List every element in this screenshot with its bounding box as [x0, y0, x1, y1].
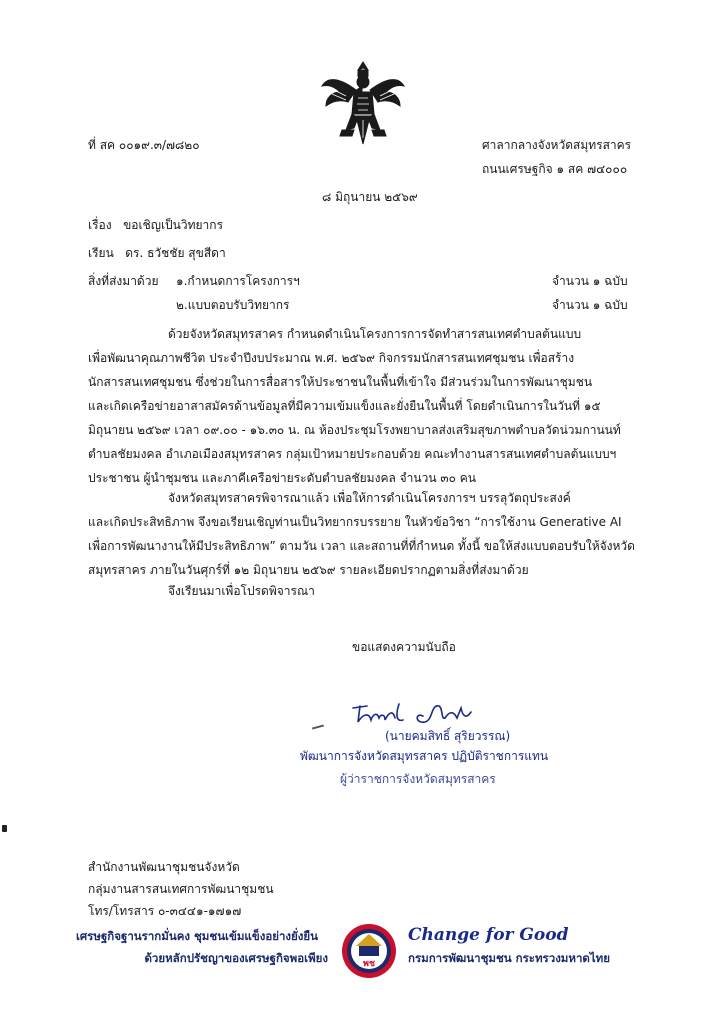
office-address: ถนนเศรษฐกิจ ๑ สค ๗๔๐๐๐: [482, 162, 628, 176]
footer-department: กรมการพัฒนาชุมชน กระทรวงมหาดไทย: [408, 951, 610, 965]
body-line: นักสารสนเทศชุมชน ซึ่งช่วยในการสื่อสารให้ประชาชนในพื้นที่เข้าใจ มีส่วนร่วมในการพัฒนาชุมชน: [88, 375, 593, 389]
recipient-label: เรียน: [88, 246, 114, 260]
recipient-line: [88, 244, 226, 263]
recipient-text: ดร. ธวัชชัย สุขสีดา: [125, 246, 226, 260]
footer-slogan-2: ด้วยหลักปรัชญาของเศรษฐกิจพอเพียง: [144, 951, 328, 965]
body-paragraph-2: [88, 486, 640, 582]
body-line: เพื่อการพัฒนางานให้มีประสิทธิภาพ” ตามวัน เวลา และสถานที่ที่กำหนด ทั้งนี้ ขอให้ส่งแบบตอบรับให้จังหวัด: [88, 539, 635, 553]
body-paragraph-3: จึงเรียนมาเพื่อโปรดพิจารณา: [168, 584, 315, 598]
contact-group: กลุ่มงานสารสนเทศการพัฒนาชุมชน: [88, 882, 274, 896]
body-line: ด้วยจังหวัดสมุทรสาคร กำหนดดำเนินโครงการการจัดทำสารสนเทศตำบลต้นแบบ: [168, 327, 582, 341]
garuda-emblem-icon: [318, 58, 408, 148]
body-line: ตำบลชัยมงคล อำเภอเมืองสมุทรสาคร กลุ่มเป้าหมายประกอบด้วย คณะทำงานสารสนเทศตำบลต้นแบบฯ: [88, 447, 617, 461]
body-paragraph-1: [88, 322, 640, 490]
body-line: ประชาชน ผู้นำชุมชน และภาคีเครือข่ายระดับตำบลชัยมงคล จำนวน ๓๐ คน: [88, 471, 476, 485]
cdd-emblem-icon: [340, 922, 398, 980]
closing-salutation: ขอแสดงความนับถือ: [352, 640, 456, 654]
body-line: มิถุนายน ๒๕๖๙ เวลา ๐๙.๐๐ - ๑๖.๓๐ น. ณ ห้องประชุมโรงพยาบาลส่งเสริมสุขภาพตำบลวัดน่วมกานนท์: [88, 423, 621, 437]
body-line: จังหวัดสมุทรสาครพิจารณาแล้ว เพื่อให้การดำเนินโครงการฯ บรรลุวัตถุประสงค์: [168, 491, 571, 505]
body-line: สมุทรสาคร ภายในวันศุกร์ที่ ๑๒ มิถุนายน ๒๕๖๙ รายละเอียดปรากฏตามสิ่งที่ส่งมาด้วย: [88, 563, 529, 577]
subject-text: ขอเชิญเป็นวิทยากร: [123, 218, 224, 232]
attachment-qty-2: จำนวน ๑ ฉบับ: [552, 298, 628, 312]
scan-mark: [2, 825, 7, 832]
footer-slogan-1: เศรษฐกิจฐานรากมั่นคง ชุมชนเข้มแข็งอย่างยั่งยืน: [75, 929, 318, 943]
contact-phone: โทร/โทรสาร ๐-๓๔๔๑-๑๗๑๗: [88, 904, 242, 918]
signatory-position: พัฒนาการจังหวัดสมุทรสาคร ปฏิบัติราชการแทน: [300, 749, 549, 763]
attachment-qty-1: จำนวน ๑ ฉบับ: [552, 274, 628, 288]
subject-line: [88, 216, 223, 235]
contact-office: สำนักงานพัฒนาชุมชนจังหวัด: [88, 860, 240, 874]
reference-number: ที่ สค ๐๐๑๙.๓/๗๘๒๐: [88, 138, 200, 152]
body-line: เพื่อพัฒนาคุณภาพชีวิต ประจำปีงบประมาณ พ.ศ. ๒๕๖๙ กิจกรรมนักสารสนเทศชุมชน เพื่อสร้าง: [88, 351, 575, 365]
attachment-item-2: ๒.แบบตอบรับวิทยากร: [176, 298, 290, 312]
emblem-text: พช: [362, 959, 376, 969]
signatory-name: (นายคมสิทธิ์ สุริยวรรณ): [385, 729, 511, 743]
body-line: และเกิดเครือข่ายอาสาสมัครด้านข้อมูลที่มีความเข้มแข็งและยั่งยืนในพื้นที่ โดยดำเนินการในวันที่ ๑๕: [88, 399, 601, 413]
attachment-item-1: ๑.กำหนดการโครงการฯ: [176, 274, 300, 288]
pen-mark: [312, 724, 324, 729]
body-line: และเกิดประสิทธิภาพ จึงขอเรียนเชิญท่านเป็นวิทยากรบรรยาย ในหัวข้อวิชา “การใช้งาน Generative AI: [88, 515, 622, 529]
letter-date: ๘ มิถุนายน ๒๕๖๙: [322, 190, 418, 204]
signatory-position-2: ผู้ว่าราชการจังหวัดสมุทรสาคร: [340, 772, 496, 786]
brand-slogan: Change for Good: [408, 925, 569, 945]
subject-label: เรื่อง: [88, 218, 112, 232]
attachments-label: สิ่งที่ส่งมาด้วย: [88, 274, 159, 288]
office-name: ศาลากลางจังหวัดสมุทรสาคร: [482, 138, 632, 152]
